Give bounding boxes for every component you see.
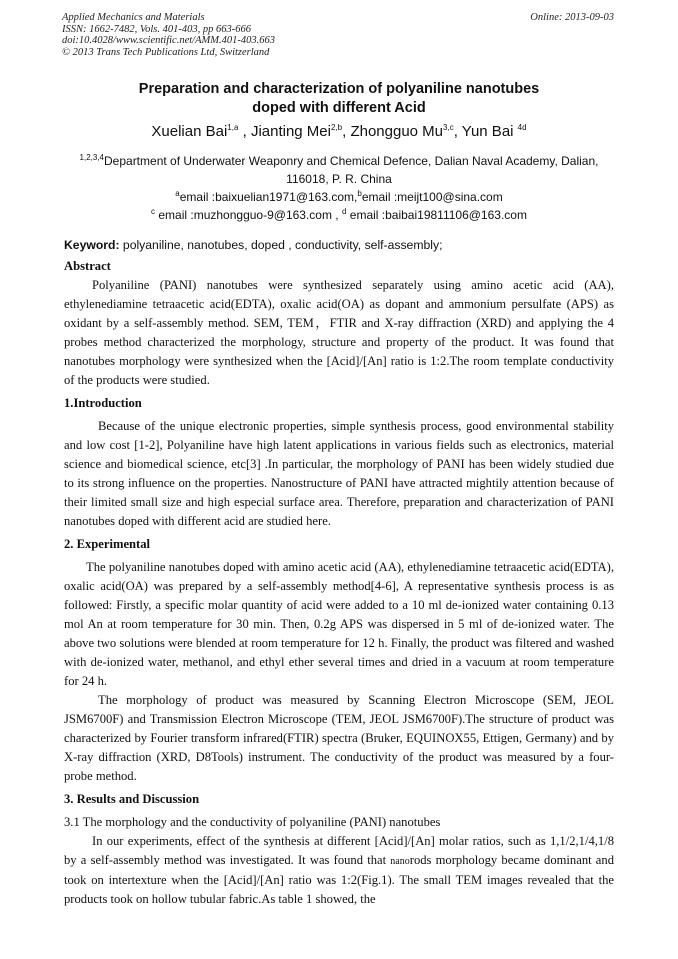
doi-line: doi:10.4028/www.scientific.net/AMM.401-403.663 bbox=[62, 35, 275, 46]
intro-text: Because of the unique electronic properties, simple synthesis process, good environmental stability and low cost [1-2], Polyaniline have high latent applications in various fields such as electronics, material science and biomedical science, etc[3] .In particular, the morphology of PANI has been widely studied due to its strong influence on the properties. Nanostructure of PANI have attracted mightily attention because of their limited small size and high especial surface area. Therefore, preparation and characterization of PANI nanotubes doped with different acid are studied here. bbox=[64, 419, 614, 528]
keyword-label: Keyword: bbox=[64, 238, 120, 252]
email-a: email :baixuelian1971@163.com, bbox=[179, 190, 358, 204]
results-text-b: rods morphology became dominant and took on intertexture when the [Acid]/[An] ratio was 1:2(Fig.1). The small TEM images revealed that the products took on hollow tubular fabric.As table 1 showed, the bbox=[64, 853, 614, 906]
affiliation bbox=[60, 152, 618, 188]
results-text-small: nano bbox=[390, 856, 410, 867]
issn-line: ISSN: 1662-7482, Vols. 401-403, pp 663-666 bbox=[62, 23, 251, 35]
abstract-text: Polyaniline (PANI) nanotubes were synthesized separately using amino acetic acid (AA), ethylenediamine tetraacetic acid(EDTA), oxalic acid(OA) as dopant and ammonium persulfate (APS) as oxidant by a self-assembly method. SEM, TEM，FTIR and X-ray diffraction (XRD) and applying the 4 probes method characterized the morphology, structure and property of the product. It was found that nanotubes morphology were synthesized when the [Acid]/[An] ratio is 1:2.The room template conductivity of the products were studied. bbox=[64, 278, 614, 387]
author-name: Zhongguo Mu bbox=[350, 123, 444, 140]
author-name: Jianting Mei bbox=[250, 123, 331, 140]
results-subheading: 3.1 The morphology and the conductivity of polyaniline (PANI) nanotubes bbox=[64, 815, 441, 829]
results-paragraph-1 bbox=[64, 832, 614, 909]
copyright-line: © 2013 Trans Tech Publications Ltd, Switzerland bbox=[62, 46, 270, 58]
paper-body bbox=[64, 257, 614, 909]
email-d: email :baibai19811106@163.com bbox=[346, 208, 527, 222]
experimental-paragraph-2: The morphology of product was measured by Scanning Electron Microscope (SEM, JEOL JSM6700F) and Transmission Electron Microscope (TEM, JEOL JSM6700F).The structure of product was characterized by Fourier transform infrared(FTIR) spectra (Bruker, EQUINOX55, Ettigen, Germany) and by X-ray diffraction (XRD, D8Tools) instrument. The conductivity of the product was measured by a four-probe method. bbox=[64, 693, 614, 783]
results-text-a: In our experiments, effect of the synthesis at different [Acid]/[An] molar ratios, such as 1,1/2,1/4,1/8 by a self-assembly method was investigated. It was found that bbox=[64, 834, 614, 867]
affiliation-line-1: Department of Underwater Weaponry and Chemical Defence, Dalian Naval Academy, Dalian, bbox=[104, 154, 599, 168]
results-heading: 3. Results and Discussion bbox=[64, 792, 200, 806]
author-affil-mark: 4d bbox=[517, 123, 527, 132]
email-block bbox=[60, 188, 618, 224]
title-line-2: doped with different Acid bbox=[252, 100, 426, 116]
journal-name: Applied Mechanics and Materials bbox=[62, 12, 205, 23]
affiliation-line-2: 116018, P. R. China bbox=[286, 172, 392, 186]
email-mark: a bbox=[175, 189, 180, 198]
title-line-1: Preparation and characterization of polyaniline nanotubes bbox=[138, 81, 540, 97]
email-mark: c bbox=[151, 207, 156, 216]
paper-title bbox=[60, 80, 618, 118]
keywords bbox=[64, 237, 616, 253]
journal-header bbox=[62, 12, 275, 58]
experimental-heading: 2. Experimental bbox=[64, 537, 151, 551]
author-separator: , bbox=[238, 123, 251, 140]
author-affil-mark: 1,a bbox=[227, 123, 239, 132]
email-b: email :meijt100@sina.com bbox=[361, 190, 503, 204]
email-mark: b bbox=[357, 189, 362, 198]
author-affil-mark: 3,c bbox=[443, 123, 454, 132]
author-separator: , bbox=[453, 123, 462, 140]
author-name: Yun Bai bbox=[461, 123, 518, 140]
online-date: Online: 2013-09-03 bbox=[530, 12, 614, 23]
email-c: email :muzhongguo-9@163.com , bbox=[155, 208, 342, 222]
keyword-text: polyaniline, nanotubes, doped , conductivity, self-assembly; bbox=[119, 238, 443, 252]
author-separator: , bbox=[342, 123, 351, 140]
experimental-paragraph-1: The polyaniline nanotubes doped with amino acetic acid (AA), ethylenediamine tetraacetic acid(EDTA), oxalic acid(OA) was prepared by a self-assembly method[4-6], A representative synthesis process is as followed: Firstly, a specific molar quantity of acid were added to a 10 ml de-ionized water containing 0.13 mol An at room temperature for 30 min. Then, 0.2g APS was dispersed in 5 ml of de-ionized water. The above two solutions were blended at room temperature for 12 h. Finally, the product was filtered and washed with de-ionized water, methanol, and ethyl ether several times and dried in a vacuum at room temperature for 24 h. bbox=[64, 560, 614, 688]
abstract-heading: Abstract bbox=[64, 259, 111, 273]
intro-heading: 1.Introduction bbox=[64, 396, 142, 410]
affiliation-mark: 1,2,3,4 bbox=[79, 153, 104, 162]
email-mark: d bbox=[341, 207, 347, 216]
author-affil-mark: 2,b bbox=[330, 123, 343, 132]
author-name: Xuelian Bai bbox=[151, 123, 228, 140]
author-list bbox=[60, 122, 618, 142]
